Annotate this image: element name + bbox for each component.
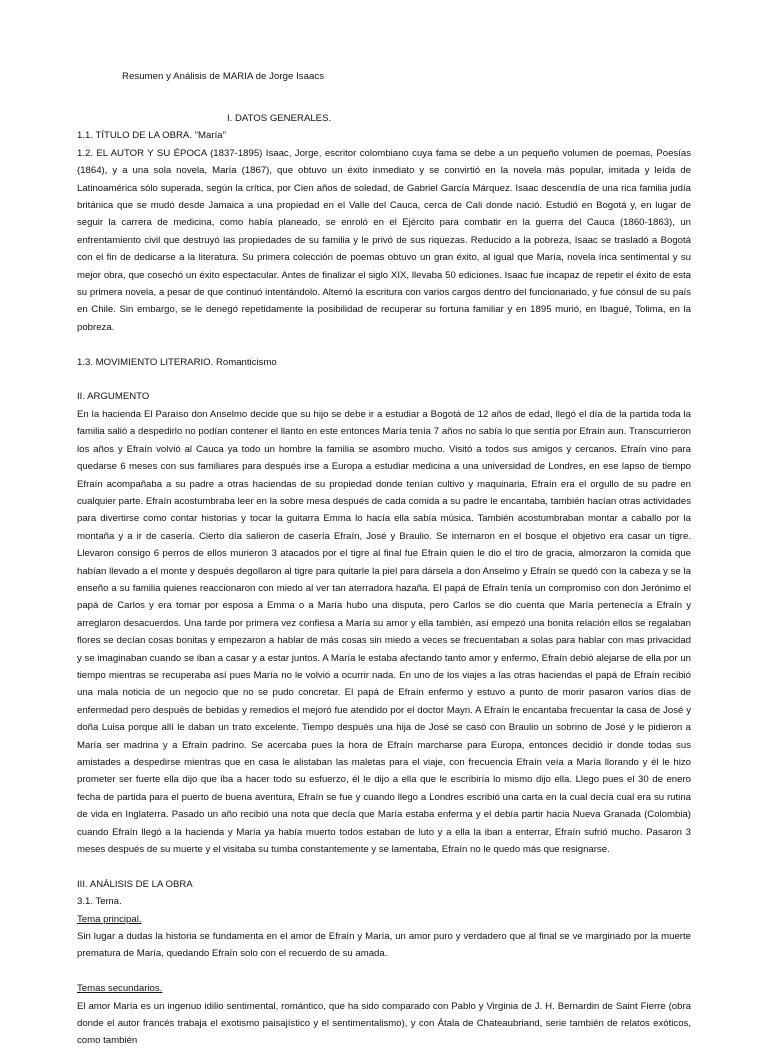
item-autor-epoca: 1.2. EL AUTOR Y SU ÉPOCA (1837-1895) Isaac, Jorge, escritor colombiano cuya fama se debe a un pequeño volumen de poemas, Poesías (1864), y a una sola novela, María (1867), que obtuvo un éxito inmediato y se convirtió en la novela más popular, imitada y leída de Latinoamérica sólo superada, según la crítica, por Cien años de soledad, de Gabriel García Márquez. Isaac descendía de una rica familia judía británica que se mudó desde Jamaica a una propiedad en el Valle del Cauca, cerca de Cali donde nació. Estudió en Bogotá y, en lugar de seguir la carrera de medicina, como había planeado, se enroló en el Ejército para combatir en la guerra del Cauca (1860-1863), un enfrentamiento civil que destruyó las propiedades de su familia y le privó de sus riquezas. Reducido a la pobreza, Isaac se trasladó a Bogotá con el fin de dedicarse a la literatura. Su primera colección de poemas obtuvo un gran éxito, al igual que María, novela írica sentimental y su mejor obra, que cosechó un éxito espectacular. Antes de finalizar el siglo XIX, llevaba 50 ediciones. Isaac fue incapaz de repetir el éxito de esta su primera novela, a pesar de que continuó intentándolo. Alternó la escritura con varios cargos dentro del funcionariado, y fue cónsul de su país en Chile. Sin embargo, se le denegó repetidamente la posibilidad de recuperar su fortuna familiar y en 1895 murió, en Ibagué, Tolima, en la pobreza.	[77, 147, 691, 333]
document-title: Resumen y Análisis de MARIA de Jorge Isaacs	[122, 71, 325, 82]
tema-principal-paragraph: Sin lugar a dudas la historia se fundamenta en el amor de Efraín y María, un amor puro y verdadero que al final se ve marginado por la muerte prematura de María, quedando Efraín solo con el recuerdo de su amada.	[77, 931, 691, 960]
item-titulo-obra: 1.1. TÍTULO DE LA OBRA. "María"	[77, 130, 226, 142]
temas-secundarios-label: Temas secundarios.	[77, 983, 163, 995]
section-heading-datos-generales: I. DATOS GENERALES.	[227, 113, 332, 124]
section-heading-analisis: III. ANÁLISIS DE LA OBRA	[77, 878, 193, 890]
temas-secundarios-paragraph: El amor María es un ingenuo idilio sentimental, romántico, que ha sido comparado con Pablo y Virginia de J. H. Bernardin de Saint Fierre (obra donde el autor francés trabaja el exotismo paisajístico y el sentimentalismo), y con Átala de Chateaubriand, serie también de relatos exóticos, como también	[77, 1000, 691, 1047]
section-heading-argumento: II. ARGUMENTO	[77, 391, 150, 403]
argumento-paragraph: En la hacienda El Paraíso don Anselmo decide que su hijo se debe ir a estudiar a Bogotá de 12 años de edad, llegó el día de la partida toda la familia salió a despedirlo no podían contener el llanto en este entonces María tenía 7 años no sabía lo que sentía por Efraín aun. Transcurrieron los años y Efraín volvió al Cauca ya todo un hombre la familia se asombro mucho. Visitó a todos sus amigos y cercanos. Efraín vino para quedarse 6 meses con sus familiares para después irse a Europa a estudiar medicina a una universidad de Londres, en ese lapso de tiempo Efraín acompañaba a su padre a otras haciendas de su propiedad donde tenían cultivo y maquinaria, Efraín era el orgullo de su padre en cualquier parte. Efraín acostumbraba leer en la sobre mesa después de cada comida a su padre le encantaba, también hacían otras actividades para divertirse como contar historias y tocar la guitarra Emma lo hacía ella sabía música. También acostumbraban montar a caballo por la montaña y a ir de casería. Cierto día salieron de casería Efraín, José y Braulio. Se internaron en el bosque el objetivo era casar un tigre. Llevaron consigo 6 perros de ellos murieron 3 atacados por el tigre al final fue Efraín quien le dio el tiro de gracia, almorzaron la comida que habían llevado a el monte y después degollaron al tigre para quitarle la piel para dársela a don Anselmo y Efraín se quedó con la cabeza y se la enseño a su familia quienes reaccionaron con miedo al ver tan aterradora hazaña. El papá de Efraín tenía un compromiso con don Jerónimo el papá de Carlos y era tomar por esposa a Emma o a María hubo una disputa, pero Carlos se dio cuenta que María pertenecía a Efraín y arreglaron desacuerdos. Una tarde por primera vez confiesa a María su amor y ella también, así empezó una bonita relación ellos se regalaban flores se decían cosas bonitas y empezaron a hablar de más cosas sin miedo a veces se frecuentaban a solas para hablar con mas privacidad y se imaginaban cuando se iban a casar y a estar juntos. A María le estaba afectando tanto amor y enfermo, Efraín debió alejarse de ella por un tiempo mientras se recuperaba así pues María no le volvió a ocurrir nada. En uno de los viajes a las otras haciendas el papá de Efraín recibió una mala noticia de un negocio que no se pudo concretar. El papá de Efraín enfermo y estuvo a punto de morir pasaron varios días de enfermedad pero después de bebidas y remedios el mejoró fue atendido por el doctor Mayn. A Efraín le encantaba frecuentar la casa de José y doña Luisa porque allí le daban un trato excelente. Tiempo después una hija de José se casó con Braulio un sobrino de José y le pidieron a María ser madrina y a Efraín padrino. Se acercaba pues la hora de Efraín marcharse para Europa, entonces decidió ir donde todas sus amistades a despedirse mientras que en casa le alistaban las maletas para el viaje, con frecuencia Efraín veía a María llorando y él le hizo prometer ser fuerte ella dijo que iba a hacer todo su esfuerzo, él le dijo a ella que le escribiría lo mismo dijo ella. Llego pues el 30 de enero fecha de partida para el puerto de buena aventura, Efraín se fue y cuando llego a Londres escribió una carta en la cual decía cual era su rutina de vida en Inglaterra. Pasado un año recibió una nota que decía que María estaba enferma y el debía partir hacia Nueva Granada (Colombia) cuando Efraín llegó a la hacienda y María ya había muerto todos estaban de luto y a ella la iban a enterrar, Efraín sufrió mucho. Pasaron 3 meses después de su muerte y el visitaba su tumba constantemente y se lamentaba, Efraín no le quedo más que resignarse.	[77, 408, 691, 856]
document-content	[77, 110, 691, 1050]
item-movimiento-literario: 1.3. MOVIMIENTO LITERARIO. Romanticismo	[77, 356, 277, 368]
subsection-tema: 3.1. Tema.	[77, 896, 122, 908]
tema-principal-label: Tema principal.	[77, 913, 142, 925]
